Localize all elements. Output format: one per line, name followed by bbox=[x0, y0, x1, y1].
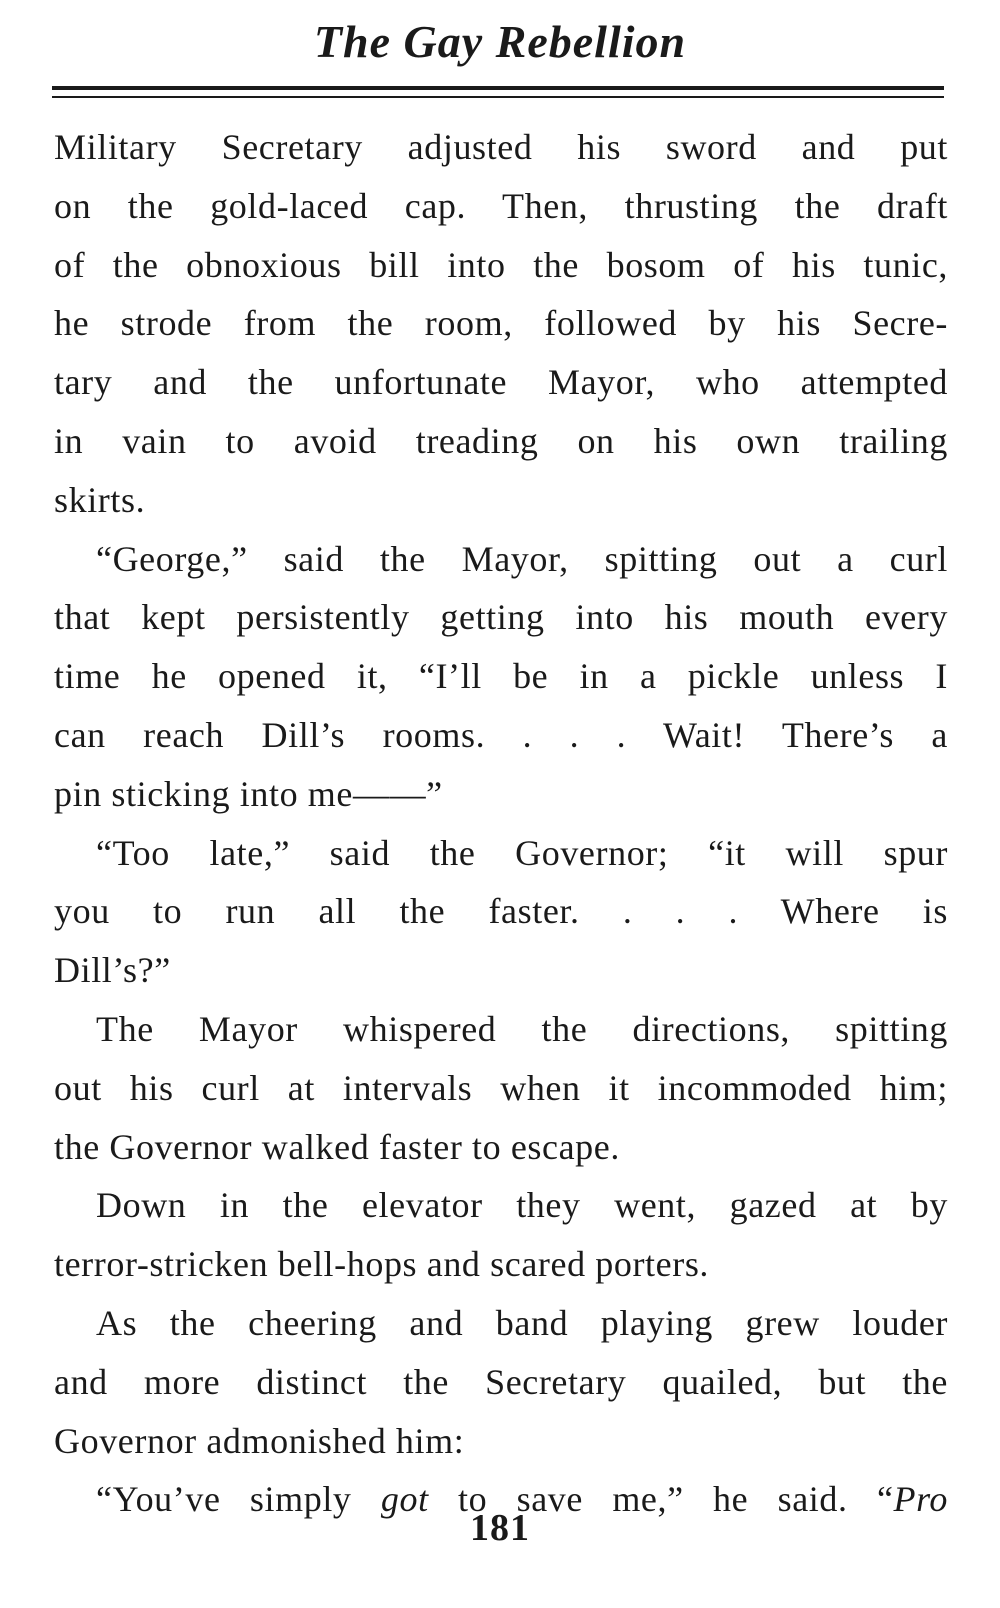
header-rule-thick bbox=[52, 86, 944, 90]
text-line: skirts. bbox=[54, 479, 146, 520]
text-line: he strode from the room, followed by his Secre- bbox=[54, 303, 948, 344]
text-line: Governor admonished him: bbox=[54, 1420, 465, 1461]
text-line: tary and the unfortunate Mayor, who attempted bbox=[54, 362, 948, 403]
text-line: time he opened it, “I’ll be in a pickle unless I bbox=[54, 656, 948, 697]
text-line: out his curl at intervals when it incommoded him; bbox=[54, 1067, 948, 1108]
text-line: Dill’s?” bbox=[54, 950, 171, 991]
text-line: pin sticking into me——” bbox=[54, 773, 443, 814]
text-line: in vain to avoid treading on his own trailing bbox=[54, 420, 948, 461]
final-line-part1: “You’ve simply bbox=[96, 1479, 381, 1520]
text-line: terror-stricken bell-hops and scared porters. bbox=[54, 1244, 710, 1285]
text-line: and more distinct the Secretary quailed, but the bbox=[54, 1361, 948, 1402]
text-line: “Too late,” said the Governor; “it will spur bbox=[96, 832, 948, 873]
text-line: on the gold-laced cap. Then, thrusting the draft bbox=[54, 185, 948, 226]
final-line-italic-got: got bbox=[380, 1479, 429, 1520]
header-rule-thin bbox=[52, 96, 944, 98]
text-line: The Mayor whispered the directions, spitting bbox=[96, 1008, 948, 1049]
text-line: you to run all the faster. . . . Where is bbox=[54, 891, 948, 932]
text-line: of the obnoxious bill into the bosom of his tunic, bbox=[54, 244, 948, 285]
text-line: can reach Dill’s rooms. . . . Wait! There’s a bbox=[54, 714, 948, 755]
text-line: Military Secretary adjusted his sword and put bbox=[54, 127, 948, 167]
running-head: The Gay Rebellion bbox=[313, 16, 687, 67]
final-line-part3: to save me,” he said. “ bbox=[428, 1479, 894, 1520]
text-line: As the cheering and band playing grew louder bbox=[96, 1302, 948, 1343]
body-text bbox=[54, 118, 948, 1529]
text-line: the Governor walked faster to escape. bbox=[54, 1126, 620, 1167]
final-line-italic-pro: Pro bbox=[893, 1479, 948, 1520]
page-number: 181 bbox=[470, 1507, 530, 1549]
text-line: Down in the elevator they went, gazed at by bbox=[96, 1185, 948, 1226]
text-line: “George,” said the Mayor, spitting out a curl bbox=[96, 538, 948, 579]
text-line: that kept persistently getting into his mouth every bbox=[54, 597, 948, 638]
